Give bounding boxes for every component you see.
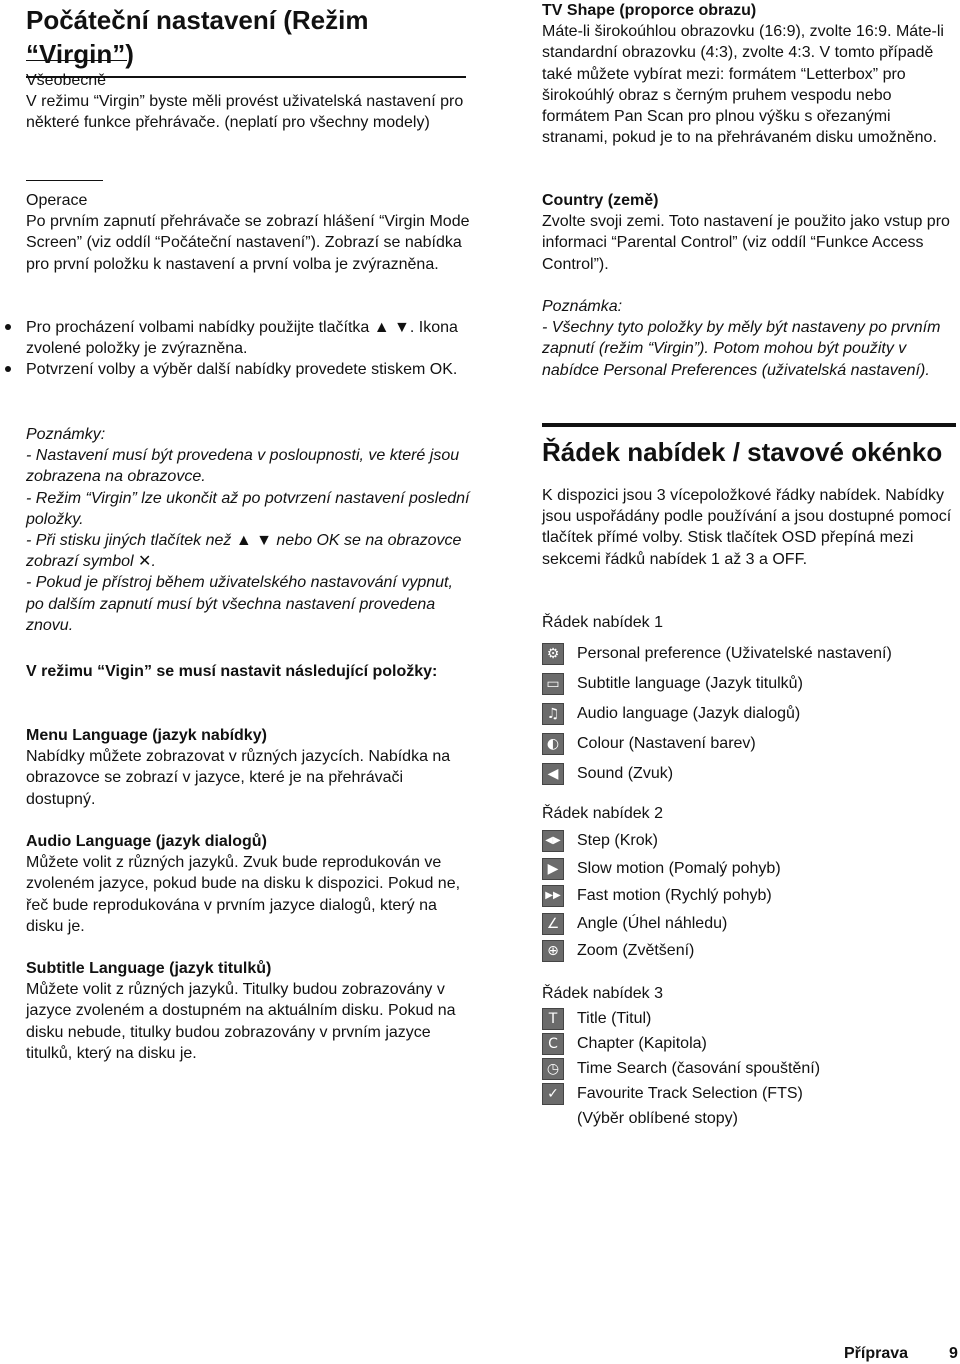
menu-item-label: Personal preference (Uživatelské nastavení) [577, 645, 892, 663]
operation-bullets [26, 317, 474, 381]
audio-language-text: Můžete volit z různých jazyků. Zvuk bude reprodukován ve zvoleném jazyce, pokud bude na disku k dispozici. Pokud ne, řeč bude reprodukována v prvním jazyce dialogů, který na disku je. [26, 854, 461, 935]
audio-language-icon: ♫ [542, 703, 564, 725]
page-title: Počáteční nastavení (Režim “Virgin”) [26, 3, 466, 78]
notes-heading: Poznámky: [26, 426, 106, 443]
tv-shape-text: Máte-li širokoúhlou obrazovku (16:9), zvolte 16:9. Máte-li standardní obrazovku (4:3), zvolte 4:3. V tomto případě také můžete vybírat mezi: formátem “Letterbox” pro širokoúhlý obraz s černým pruhem vespodu nebo formátem Pan Scan pro plnou výšku s ořezanými stranami, pokud je to na přehrávaném disku umožněno. [542, 23, 944, 147]
operation-section [26, 180, 474, 275]
menu-language-text: Nabídky můžete zobrazovat v různých jazycích. Nabídka na obrazovce se zobrazí v jazyce, které je na přehrávači dostupný. [26, 748, 451, 808]
menubar-3-item-title [542, 1006, 956, 1031]
notes-section [26, 424, 474, 636]
menu-item-label: Subtitle language (Jazyk titulků) [577, 675, 803, 693]
page-footer [844, 1344, 960, 1364]
operation-heading: Operace [26, 192, 88, 209]
menu-item-label: Chapter (Kapitola) [577, 1035, 707, 1053]
zoom-icon: ⊕ [542, 940, 564, 962]
menu-item-label: Time Search (časování spouštění) [577, 1060, 821, 1078]
chapter-icon: C [542, 1033, 564, 1055]
divider [26, 180, 103, 181]
menubar-section-text: K dispozici jsou 3 vícepoložkové řádky nabídek. Nabídky jsou uspořádány podle používání a jsou dostupné pomocí tlačítek přímé volby. Stisk tlačítek OSD přepíná mezi sekcemi řádků nabídek 1 až 3 a OFF. [542, 487, 952, 568]
preferences-icon: ⚙ [542, 643, 564, 665]
bullet-navigate: Pro procházení volbami nabídky použijte tlačítka ▲ ▼. Ikona zvolené položky je zvýrazněna. [26, 317, 474, 359]
sound-icon: ◀ [542, 763, 564, 785]
menubar-2 [542, 803, 956, 965]
virgin-items-heading: V režimu “Vigin” se musí nastavit následující položky: [26, 663, 438, 680]
menu-item-label: Angle (Úhel náhledu) [577, 914, 728, 932]
menubar-3-item-fts [542, 1081, 956, 1131]
menubar-3-item-chapter [542, 1031, 956, 1056]
menubar-1-item-audio-language [542, 699, 956, 729]
menubar-2-item-zoom [542, 937, 956, 965]
angle-icon: ∠ [542, 913, 564, 935]
note-2: - Režim “Virgin” lze ukončit až po potvrzení nastavení poslední položky. [26, 489, 470, 528]
menubar-section-title: Řádek nabídek / stavové okénko [542, 423, 956, 469]
menu-item-label: Title (Titul) [577, 1010, 652, 1028]
country-section [542, 190, 956, 275]
general-text: V režimu “Virgin” byste měli provést uživatelská nastavení pro některé funkce přehrávače. (neplatí pro všechny modely) [26, 93, 464, 132]
menubar-1 [542, 612, 956, 789]
menu-language-section [26, 725, 474, 810]
subtitle-language-heading: Subtitle Language (jazyk titulků) [26, 960, 272, 977]
menu-item-label: Slow motion (Pomalý pohyb) [577, 859, 781, 877]
menu-item-label: Step (Krok) [577, 832, 658, 850]
step-icon: ◀▶ [542, 830, 564, 852]
audio-language-heading: Audio Language (jazyk dialogů) [26, 833, 267, 850]
menubar-1-item-preferences [542, 639, 956, 669]
fast-motion-icon: ▶▶ [542, 885, 564, 907]
menubar-2-item-angle [542, 910, 956, 938]
subtitle-icon: ▭ [542, 673, 564, 695]
footer-section-name: Příprava [844, 1345, 909, 1362]
menubar-3-item-time-search [542, 1056, 956, 1081]
menu-item-label-secondary: (Výběr oblíbené stopy) [577, 1110, 738, 1128]
country-text: Zvolte svoji zemi. Toto nastavení je použito jako vstup pro informaci “Parental Control” (viz oddíl “Funkce Access Control”). [542, 213, 950, 273]
note-1: - Nastavení musí být provedena v posloupnosti, ve které jsou zobrazena na obrazovce. [26, 447, 460, 486]
menu-item-label: Zoom (Zvětšení) [577, 942, 695, 960]
menu-item-label: Audio language (Jazyk dialogů) [577, 705, 801, 723]
note-section [542, 296, 956, 381]
menubar-section [542, 423, 956, 469]
menu-item-label: Fast motion (Rychlý pohyb) [577, 887, 772, 905]
bullet-confirm: Potvrzení volby a výběr další nabídky provedete stiskem OK. [26, 359, 474, 380]
title-icon: T [542, 1008, 564, 1030]
menubar-2-item-slow-motion [542, 855, 956, 883]
general-heading: Všeobecně [26, 72, 107, 89]
menubar-1-item-subtitle [542, 669, 956, 699]
fts-icon: ✓ [542, 1083, 564, 1105]
subtitle-language-section [26, 958, 474, 1064]
country-heading: Country (země) [542, 192, 659, 209]
menubar-3 [542, 983, 956, 1131]
page-number: 9 [949, 1345, 958, 1362]
menubar-1-item-colour [542, 729, 956, 759]
slow-motion-icon: ▶ [542, 858, 564, 880]
subtitle-language-text: Můžete volit z různých jazyků. Titulky budou zobrazovány v jazyce zvoleném a dostupném na aktuálním disku. Pokud na disku nebude, titulky budou zobrazovány v prvním jazyce titulků, který na disku je. [26, 981, 456, 1062]
menubar-2-item-step [542, 827, 956, 855]
note-3: - Při stisku jiných tlačítek než ▲ ▼ nebo OK se na obrazovce zobrazí symbol ✕. [26, 532, 462, 571]
audio-language-section [26, 831, 474, 937]
menubar-2-item-fast-motion [542, 882, 956, 910]
divider [26, 60, 127, 61]
menubar-3-heading: Řádek nabídek 3 [542, 985, 663, 1002]
note-text: - Všechny tyto položky by měly být nastaveny po prvním zapnutí (režim “Virgin”). Potom mohou být použity v nabídce Personal Preferences (uživatelská nastavení). [542, 319, 941, 379]
note-heading: Poznámka: [542, 298, 623, 315]
menubar-2-heading: Řádek nabídek 2 [542, 805, 663, 822]
menubar-1-heading: Řádek nabídek 1 [542, 614, 663, 631]
menu-language-heading: Menu Language (jazyk nabídky) [26, 727, 267, 744]
tv-shape-heading: TV Shape (proporce obrazu) [542, 2, 757, 19]
colour-icon: ◐ [542, 733, 564, 755]
menu-item-label: Favourite Track Selection (FTS) [577, 1085, 803, 1103]
general-section [26, 60, 474, 134]
menu-item-label: Colour (Nastavení barev) [577, 735, 756, 753]
note-4: - Pokud je přístroj během uživatelského nastavování vypnut, po dalším zapnutí musí být všechna nastavení provedena znovu. [26, 574, 453, 634]
menu-item-label: Sound (Zvuk) [577, 765, 674, 783]
operation-text: Po prvním zapnutí přehrávače se zobrazí hlášení “Virgin Mode Screen” (viz oddíl “Počáteční nastavení”). Zobrazí se nabídka pro první položku k nastavení a první volba je zvýrazněna. [26, 213, 470, 273]
menubar-1-item-sound [542, 759, 956, 789]
tv-shape-section [542, 0, 956, 148]
time-search-icon: ◷ [542, 1058, 564, 1080]
